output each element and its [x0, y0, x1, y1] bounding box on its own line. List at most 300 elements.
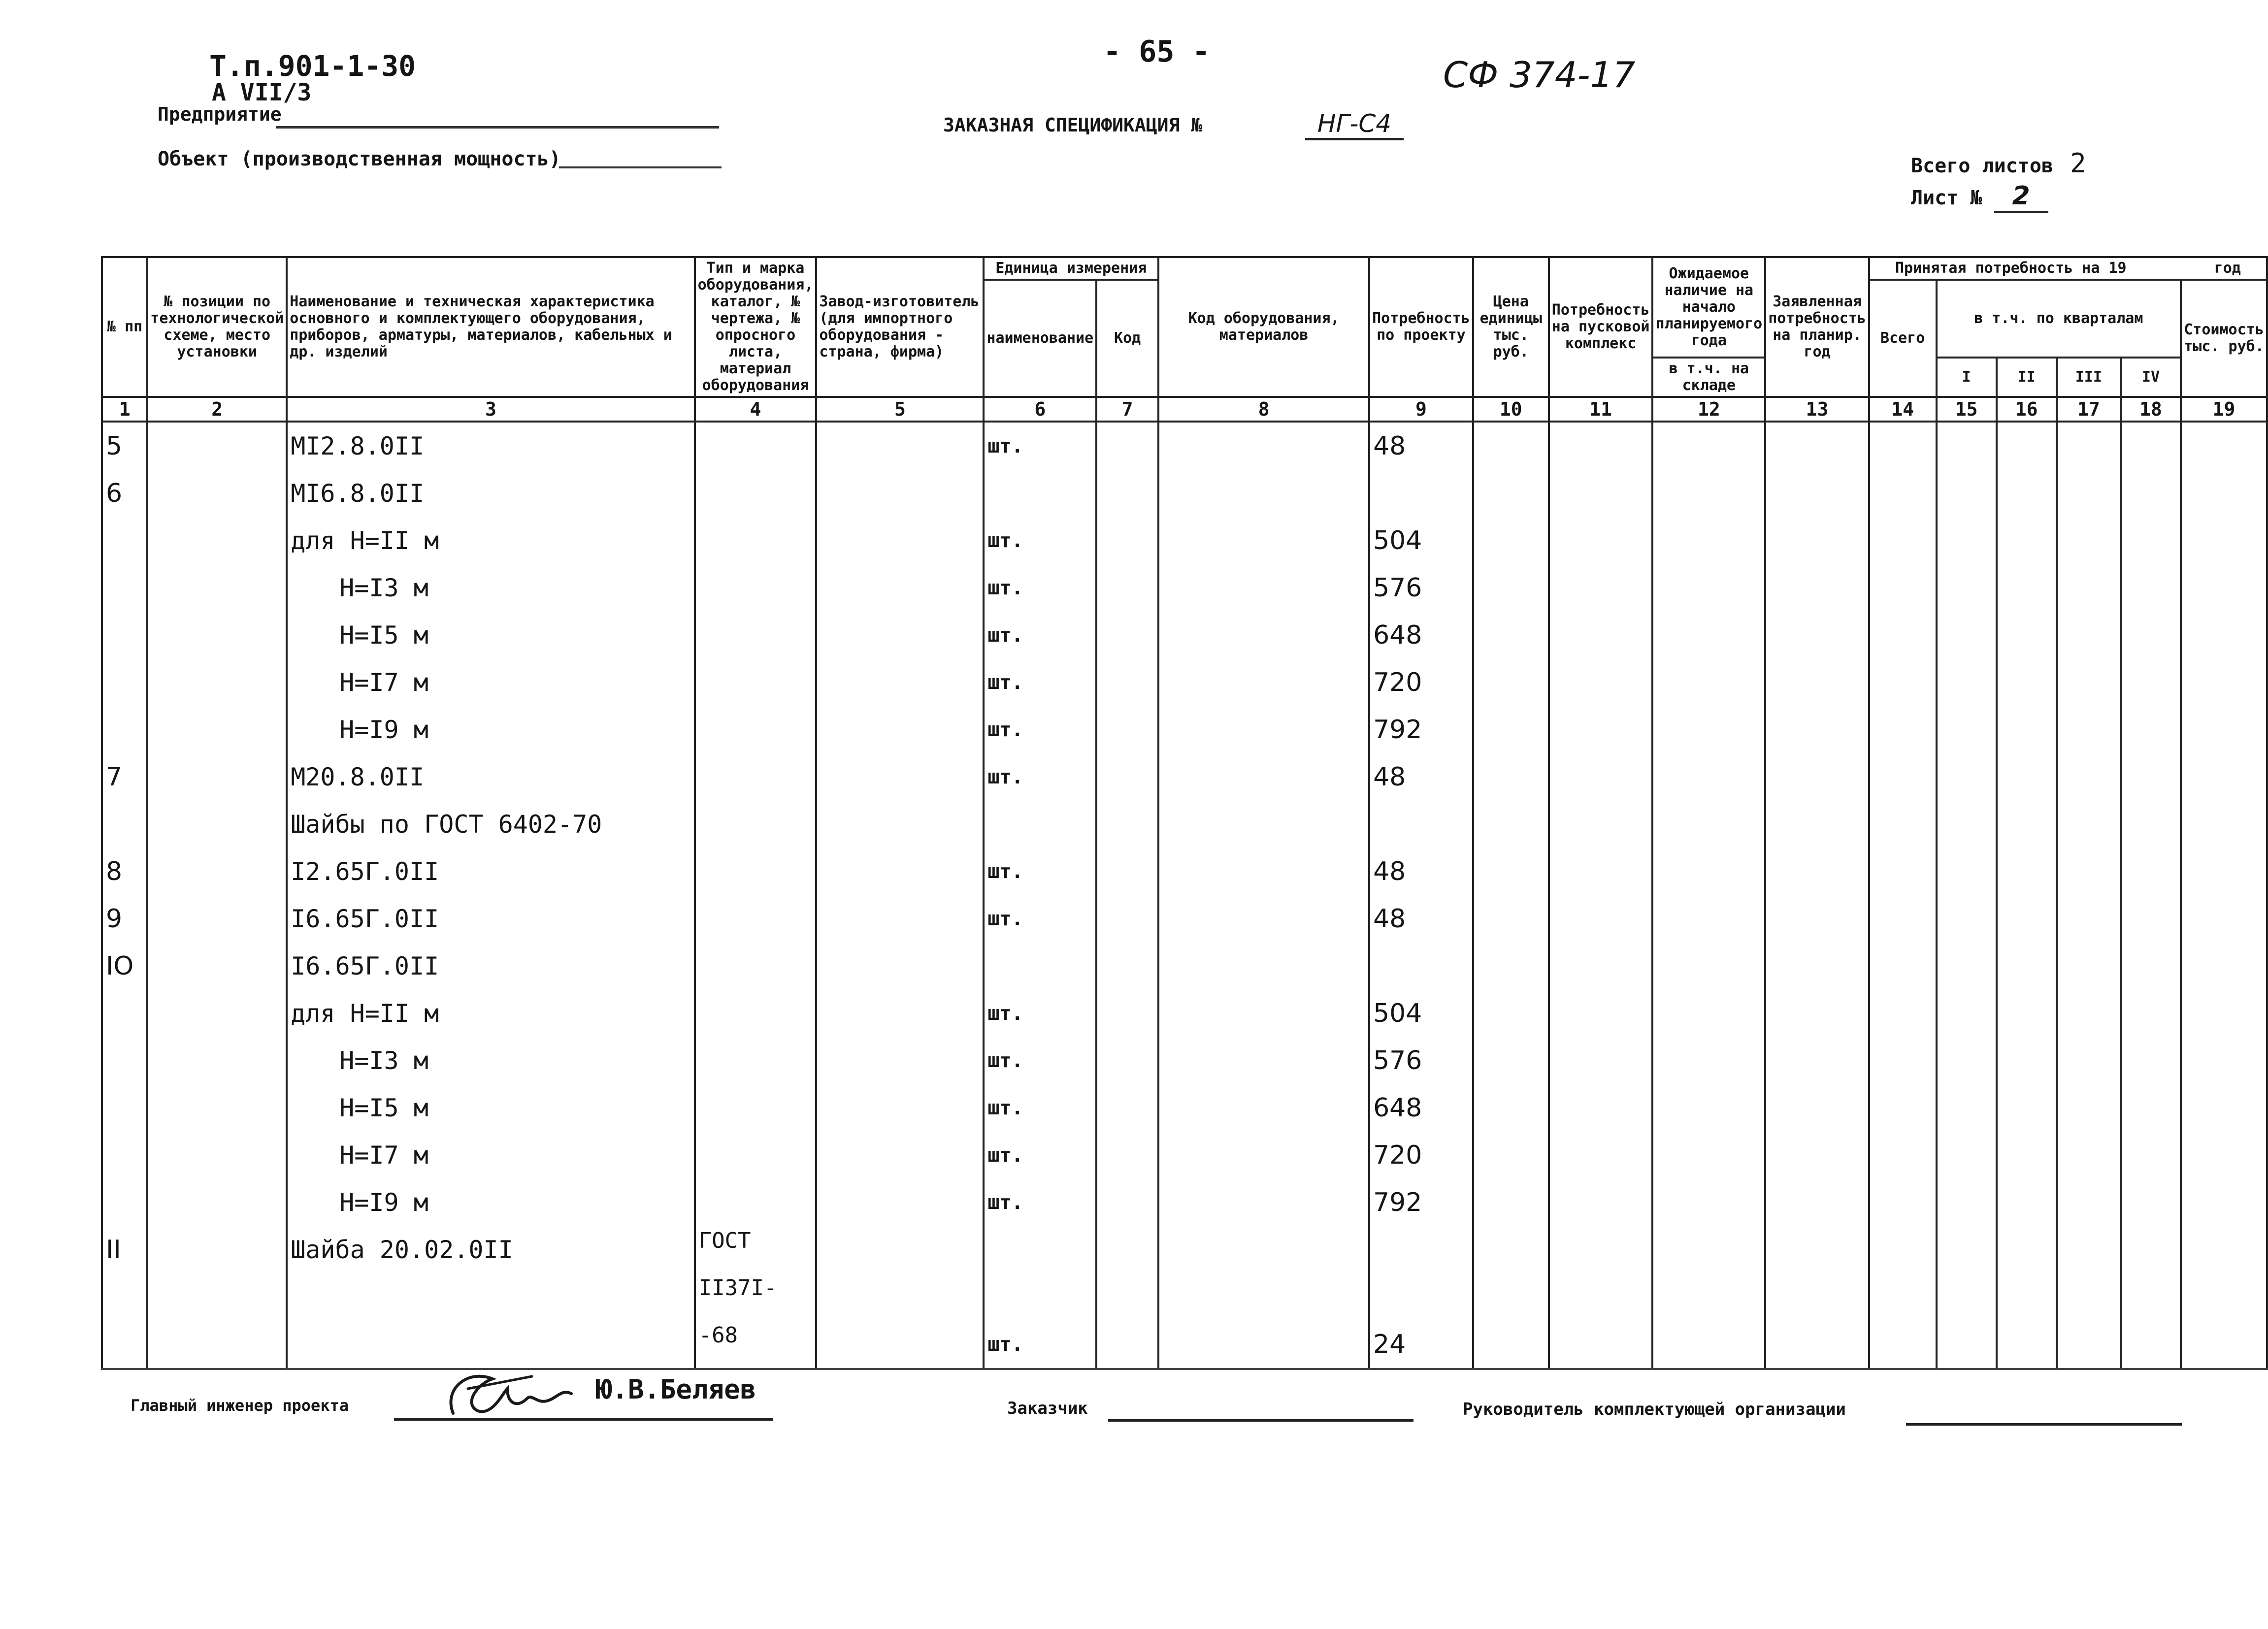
- cell-item-name: МI6.8.0II: [287, 470, 694, 517]
- header-quarter-2: II: [1997, 358, 2057, 397]
- header-unit: Единица измерения: [984, 257, 1158, 280]
- cell-col-16: [1997, 517, 2057, 564]
- cell-col-5: [816, 422, 984, 470]
- cell-col-12: [1652, 943, 1765, 990]
- cell-col-19: [2181, 1321, 2267, 1369]
- column-number: 11: [1549, 397, 1653, 422]
- cell-col-12: [1652, 612, 1765, 659]
- cell-col-13: [1765, 895, 1869, 943]
- cell-col-19: [2181, 1179, 2267, 1226]
- specification-body: [102, 422, 2267, 1369]
- cell-item-name: I2.65Г.0II: [287, 848, 694, 895]
- cell-col-16: [1997, 422, 2057, 470]
- cell-col-2: [147, 1273, 287, 1321]
- cell-quantity: 792: [1369, 1179, 1473, 1226]
- header-declared-need: Заявленная потребность на планир. год: [1765, 257, 1869, 397]
- cell-col-19: [2181, 612, 2267, 659]
- cell-col-5: [816, 1132, 984, 1179]
- cell-col-5: [816, 1084, 984, 1132]
- object-label: Объект (производственная мощность): [158, 148, 561, 170]
- cell-item-name: Н=I5 м: [287, 612, 694, 659]
- cell-col-7: [1096, 706, 1158, 753]
- table-row: [102, 895, 2267, 943]
- cell-col-15: [1937, 753, 1997, 801]
- cell-quantity: 504: [1369, 517, 1473, 564]
- cell-col-8: [1158, 1226, 1369, 1273]
- cell-col-17: [2057, 943, 2121, 990]
- cell-col-10: [1473, 1037, 1549, 1084]
- cell-col-13: [1765, 612, 1869, 659]
- column-number: 9: [1369, 397, 1473, 422]
- cell-item-name: МI2.8.0II: [287, 422, 694, 470]
- cell-item-name: I6.65Г.0II: [287, 943, 694, 990]
- cell-unit: шт.: [984, 517, 1096, 564]
- cell-col-19: [2181, 990, 2267, 1037]
- column-number: 10: [1473, 397, 1549, 422]
- column-number: 18: [2121, 397, 2181, 422]
- cell-item-name: Н=I7 м: [287, 1132, 694, 1179]
- cell-row-number: 6: [102, 470, 147, 517]
- cell-col-14: [1869, 422, 1937, 470]
- cell-col-7: [1096, 612, 1158, 659]
- cell-quantity: [1369, 1273, 1473, 1321]
- header-position: № позиции по технологической схеме, место установки: [147, 257, 287, 397]
- cell-row-number: [102, 1084, 147, 1132]
- cell-col-5: [816, 517, 984, 564]
- cell-quantity: 720: [1369, 659, 1473, 706]
- column-number: 13: [1765, 397, 1869, 422]
- cell-col-2: [147, 470, 287, 517]
- cell-col-7: [1096, 895, 1158, 943]
- cell-col-10: [1473, 470, 1549, 517]
- cell-col-14: [1869, 470, 1937, 517]
- cell-col-8: [1158, 895, 1369, 943]
- cell-col-8: [1158, 1321, 1369, 1369]
- cell-col-16: [1997, 801, 2057, 848]
- sheets-total-value: 2: [2070, 148, 2086, 179]
- cell-col-17: [2057, 801, 2121, 848]
- cell-col-10: [1473, 422, 1549, 470]
- cell-col-10: [1473, 943, 1549, 990]
- enterprise-underline: [276, 126, 719, 129]
- cell-col-13: [1765, 1273, 1869, 1321]
- cell-col-2: [147, 943, 287, 990]
- cell-type: [695, 801, 817, 848]
- header-quarters: в т.ч. по кварталам: [1937, 280, 2181, 358]
- specification-table: [101, 256, 2268, 1370]
- cell-col-19: [2181, 943, 2267, 990]
- cell-col-15: [1937, 612, 1997, 659]
- cell-unit: шт.: [984, 612, 1096, 659]
- cell-col-15: [1937, 422, 1997, 470]
- cell-col-12: [1652, 470, 1765, 517]
- chief-engineer-name: Ю.В.Беляев: [596, 1374, 756, 1405]
- cell-col-7: [1096, 1226, 1158, 1273]
- cell-unit: шт.: [984, 1132, 1096, 1179]
- cell-col-13: [1765, 1084, 1869, 1132]
- chief-engineer-label: Главный инженер проекта: [131, 1396, 349, 1415]
- table-row: [102, 1321, 2267, 1369]
- cell-col-11: [1549, 564, 1653, 612]
- cell-col-18: [2121, 1226, 2181, 1273]
- cell-col-17: [2057, 706, 2121, 753]
- cell-col-18: [2121, 422, 2181, 470]
- cell-col-18: [2121, 895, 2181, 943]
- cell-quantity: 720: [1369, 1132, 1473, 1179]
- cell-item-name: Н=I7 м: [287, 659, 694, 706]
- customer-label: Заказчик: [1007, 1399, 1088, 1418]
- cell-unit: [984, 1226, 1096, 1273]
- cell-col-18: [2121, 753, 2181, 801]
- cell-col-8: [1158, 1132, 1369, 1179]
- cell-col-17: [2057, 659, 2121, 706]
- cell-col-8: [1158, 470, 1369, 517]
- cell-item-name: Шайбы по ГОСТ 6402-70: [287, 801, 694, 848]
- cell-col-12: [1652, 1273, 1765, 1321]
- cell-unit: [984, 943, 1096, 990]
- cell-col-7: [1096, 801, 1158, 848]
- cell-col-11: [1549, 517, 1653, 564]
- cell-col-16: [1997, 612, 2057, 659]
- cell-col-17: [2057, 753, 2121, 801]
- table-row: [102, 1037, 2267, 1084]
- cell-col-19: [2181, 564, 2267, 612]
- cell-col-2: [147, 990, 287, 1037]
- cell-row-number: [102, 1321, 147, 1369]
- cell-col-14: [1869, 848, 1937, 895]
- project-reference: Т.п.901-1-30: [209, 49, 416, 83]
- cell-quantity: 48: [1369, 422, 1473, 470]
- cell-unit: [984, 801, 1096, 848]
- cell-quantity: 24: [1369, 1321, 1473, 1369]
- cell-col-19: [2181, 1226, 2267, 1273]
- cell-col-18: [2121, 1037, 2181, 1084]
- cell-quantity: 576: [1369, 1037, 1473, 1084]
- cell-col-15: [1937, 1273, 1997, 1321]
- cell-quantity: [1369, 943, 1473, 990]
- cell-col-12: [1652, 801, 1765, 848]
- cell-col-15: [1937, 801, 1997, 848]
- cell-col-12: [1652, 753, 1765, 801]
- cell-type: [695, 1179, 817, 1226]
- cell-col-12: [1652, 1226, 1765, 1273]
- cell-col-19: [2181, 895, 2267, 943]
- cell-col-7: [1096, 659, 1158, 706]
- cell-quantity: 48: [1369, 895, 1473, 943]
- cell-quantity: [1369, 1226, 1473, 1273]
- cell-col-5: [816, 943, 984, 990]
- cell-row-number: 7: [102, 753, 147, 801]
- cell-col-8: [1158, 1037, 1369, 1084]
- cell-col-16: [1997, 895, 2057, 943]
- cell-col-7: [1096, 564, 1158, 612]
- cell-col-19: [2181, 801, 2267, 848]
- cell-quantity: 792: [1369, 706, 1473, 753]
- header-row-number: № пп: [102, 257, 147, 397]
- cell-col-8: [1158, 753, 1369, 801]
- cell-col-13: [1765, 943, 1869, 990]
- signature-mark: [433, 1359, 581, 1428]
- cell-col-5: [816, 1179, 984, 1226]
- cell-col-10: [1473, 1084, 1549, 1132]
- cell-col-5: [816, 801, 984, 848]
- cell-col-12: [1652, 564, 1765, 612]
- cell-col-15: [1937, 517, 1997, 564]
- table-row: [102, 848, 2267, 895]
- cell-col-17: [2057, 470, 2121, 517]
- cell-col-13: [1765, 517, 1869, 564]
- cell-row-number: [102, 1037, 147, 1084]
- cell-type: [695, 895, 817, 943]
- cell-col-5: [816, 895, 984, 943]
- cell-col-11: [1549, 612, 1653, 659]
- cell-col-15: [1937, 1321, 1997, 1369]
- cell-unit: шт.: [984, 753, 1096, 801]
- cell-quantity: 48: [1369, 848, 1473, 895]
- cell-col-14: [1869, 659, 1937, 706]
- cell-col-8: [1158, 564, 1369, 612]
- cell-col-11: [1549, 1321, 1653, 1369]
- cell-col-2: [147, 848, 287, 895]
- cell-col-8: [1158, 801, 1369, 848]
- header-accepted-label: Принятая потребность на 19: [1895, 260, 2127, 277]
- cell-col-12: [1652, 848, 1765, 895]
- cell-col-17: [2057, 517, 2121, 564]
- cell-col-12: [1652, 1037, 1765, 1084]
- column-number: 2: [147, 397, 287, 422]
- header-project-need: Потребность по проекту: [1369, 257, 1473, 397]
- cell-item-name: Н=I9 м: [287, 1179, 694, 1226]
- cell-col-10: [1473, 517, 1549, 564]
- cell-unit: шт.: [984, 659, 1096, 706]
- table-row: [102, 1226, 2267, 1273]
- cell-col-2: [147, 1179, 287, 1226]
- sheets-total-label: Всего листов: [1911, 155, 2053, 177]
- cell-col-17: [2057, 612, 2121, 659]
- cell-col-7: [1096, 943, 1158, 990]
- page-number: - 65 -: [1103, 34, 1210, 69]
- cell-unit: [984, 470, 1096, 517]
- cell-col-10: [1473, 990, 1549, 1037]
- cell-row-number: [102, 612, 147, 659]
- supplier-head-signature-line: [1906, 1423, 2182, 1426]
- header-startup-need: Потребность на пусковой комплекс: [1549, 257, 1653, 397]
- cell-col-11: [1549, 801, 1653, 848]
- column-number: 8: [1158, 397, 1369, 422]
- cell-col-13: [1765, 753, 1869, 801]
- cell-col-11: [1549, 1132, 1653, 1179]
- cell-type: ГОСТ: [695, 1226, 817, 1273]
- cell-col-18: [2121, 659, 2181, 706]
- cell-col-11: [1549, 895, 1653, 943]
- cell-type: [695, 517, 817, 564]
- cell-unit: шт.: [984, 564, 1096, 612]
- sheets-total: [1911, 148, 2086, 179]
- cell-col-2: [147, 895, 287, 943]
- cell-type: [695, 470, 817, 517]
- cell-col-19: [2181, 422, 2267, 470]
- cell-col-11: [1549, 470, 1653, 517]
- header-expected: Ожидаемое наличие на начало планируемого года: [1652, 257, 1765, 358]
- table-row: [102, 801, 2267, 848]
- cell-col-15: [1937, 470, 1997, 517]
- cell-col-16: [1997, 1273, 2057, 1321]
- cell-col-2: [147, 706, 287, 753]
- cell-type: [695, 1132, 817, 1179]
- cell-col-15: [1937, 848, 1997, 895]
- cell-col-2: [147, 659, 287, 706]
- column-number: 1: [102, 397, 147, 422]
- cell-col-16: [1997, 753, 2057, 801]
- cell-col-19: [2181, 753, 2267, 801]
- cell-col-7: [1096, 1179, 1158, 1226]
- cell-col-11: [1549, 1084, 1653, 1132]
- supplier-head-label: Руководитель комплектующей организации: [1463, 1400, 1846, 1419]
- cell-col-7: [1096, 470, 1158, 517]
- cell-item-name: Шайба 20.02.0II: [287, 1226, 694, 1273]
- cell-col-2: [147, 1084, 287, 1132]
- cell-col-8: [1158, 848, 1369, 895]
- cell-col-8: [1158, 706, 1369, 753]
- header-unit-name: наименование: [984, 280, 1096, 397]
- header-total: Всего: [1869, 280, 1937, 397]
- cell-col-16: [1997, 943, 2057, 990]
- cell-row-number: [102, 1179, 147, 1226]
- cell-col-18: [2121, 1273, 2181, 1321]
- cell-col-5: [816, 1037, 984, 1084]
- sheet-number-label: Лист №: [1911, 187, 1982, 209]
- cell-row-number: 5: [102, 422, 147, 470]
- cell-col-16: [1997, 1132, 2057, 1179]
- cell-col-2: [147, 422, 287, 470]
- cell-col-13: [1765, 1132, 1869, 1179]
- cell-col-10: [1473, 706, 1549, 753]
- cell-col-16: [1997, 1226, 2057, 1273]
- column-number-row: [102, 397, 2267, 422]
- cell-col-14: [1869, 564, 1937, 612]
- cell-col-7: [1096, 1273, 1158, 1321]
- header-manufacturer: Завод-изготовитель (для импортного оборудования - страна, фирма): [816, 257, 984, 397]
- cell-col-19: [2181, 517, 2267, 564]
- cell-col-18: [2121, 1132, 2181, 1179]
- cell-col-18: [2121, 990, 2181, 1037]
- cell-quantity: [1369, 801, 1473, 848]
- cell-col-14: [1869, 1321, 1937, 1369]
- cell-col-2: [147, 1226, 287, 1273]
- cell-col-19: [2181, 848, 2267, 895]
- cell-item-name: I6.65Г.0II: [287, 895, 694, 943]
- column-number: 3: [287, 397, 694, 422]
- cell-col-5: [816, 706, 984, 753]
- table-row: [102, 1179, 2267, 1226]
- cell-col-10: [1473, 801, 1549, 848]
- cell-col-13: [1765, 422, 1869, 470]
- header-type: Тип и марка оборудования, каталог, № чертежа, № опросного листа, материал оборудования: [695, 257, 817, 397]
- cell-col-14: [1869, 801, 1937, 848]
- cell-col-15: [1937, 895, 1997, 943]
- cell-col-15: [1937, 1179, 1997, 1226]
- cell-col-8: [1158, 1273, 1369, 1321]
- cell-col-14: [1869, 706, 1937, 753]
- header-unit-code: Код: [1096, 280, 1158, 397]
- header-cost: Стоимость тыс. руб.: [2181, 280, 2267, 397]
- cell-col-16: [1997, 1037, 2057, 1084]
- cell-col-12: [1652, 1179, 1765, 1226]
- cell-col-14: [1869, 517, 1937, 564]
- cell-col-14: [1869, 1179, 1937, 1226]
- cell-col-17: [2057, 1084, 2121, 1132]
- cell-col-14: [1869, 753, 1937, 801]
- cell-unit: шт.: [984, 706, 1096, 753]
- cell-col-2: [147, 564, 287, 612]
- cell-col-12: [1652, 422, 1765, 470]
- cell-col-16: [1997, 848, 2057, 895]
- column-number: 17: [2057, 397, 2121, 422]
- header-name: Наименование и техническая характеристика основного и комплектующего оборудования, приборов, арматуры, материалов, кабельных и др. изделий: [287, 257, 694, 397]
- cell-col-13: [1765, 706, 1869, 753]
- cell-col-13: [1765, 990, 1869, 1037]
- cell-col-8: [1158, 1179, 1369, 1226]
- cell-row-number: 8: [102, 848, 147, 895]
- cell-col-7: [1096, 1321, 1158, 1369]
- cell-col-5: [816, 659, 984, 706]
- cell-col-15: [1937, 990, 1997, 1037]
- cell-col-8: [1158, 990, 1369, 1037]
- cell-col-17: [2057, 564, 2121, 612]
- cell-col-10: [1473, 564, 1549, 612]
- column-number: 6: [984, 397, 1096, 422]
- cell-type: [695, 612, 817, 659]
- cell-quantity: 504: [1369, 990, 1473, 1037]
- cell-row-number: [102, 990, 147, 1037]
- cell-col-11: [1549, 706, 1653, 753]
- cell-col-14: [1869, 612, 1937, 659]
- cell-unit: шт.: [984, 1179, 1096, 1226]
- cell-col-12: [1652, 706, 1765, 753]
- cell-col-11: [1549, 753, 1653, 801]
- cell-col-7: [1096, 1084, 1158, 1132]
- table-row: [102, 564, 2267, 612]
- header-equipment-code: Код оборудования, материалов: [1158, 257, 1369, 397]
- cell-col-7: [1096, 990, 1158, 1037]
- cell-col-11: [1549, 1037, 1653, 1084]
- cell-col-13: [1765, 1037, 1869, 1084]
- cell-col-10: [1473, 612, 1549, 659]
- cell-type: -68: [695, 1321, 817, 1369]
- cell-col-5: [816, 990, 984, 1037]
- cell-unit: [984, 1273, 1096, 1321]
- column-number: 4: [695, 397, 817, 422]
- column-number: 7: [1096, 397, 1158, 422]
- cell-col-11: [1549, 422, 1653, 470]
- cell-col-16: [1997, 659, 2057, 706]
- object-underline: [559, 166, 722, 168]
- cell-row-number: [102, 659, 147, 706]
- header-unit-price: Цена единицы тыс. руб.: [1473, 257, 1549, 397]
- cell-quantity: 576: [1369, 564, 1473, 612]
- cell-row-number: [102, 1273, 147, 1321]
- cell-col-17: [2057, 422, 2121, 470]
- cell-col-13: [1765, 848, 1869, 895]
- cell-row-number: [102, 801, 147, 848]
- cell-col-18: [2121, 612, 2181, 659]
- cell-col-13: [1765, 1179, 1869, 1226]
- cell-row-number: 9: [102, 895, 147, 943]
- cell-col-18: [2121, 564, 2181, 612]
- cell-col-2: [147, 1321, 287, 1369]
- customer-signature-line: [1108, 1419, 1413, 1422]
- cell-col-13: [1765, 1226, 1869, 1273]
